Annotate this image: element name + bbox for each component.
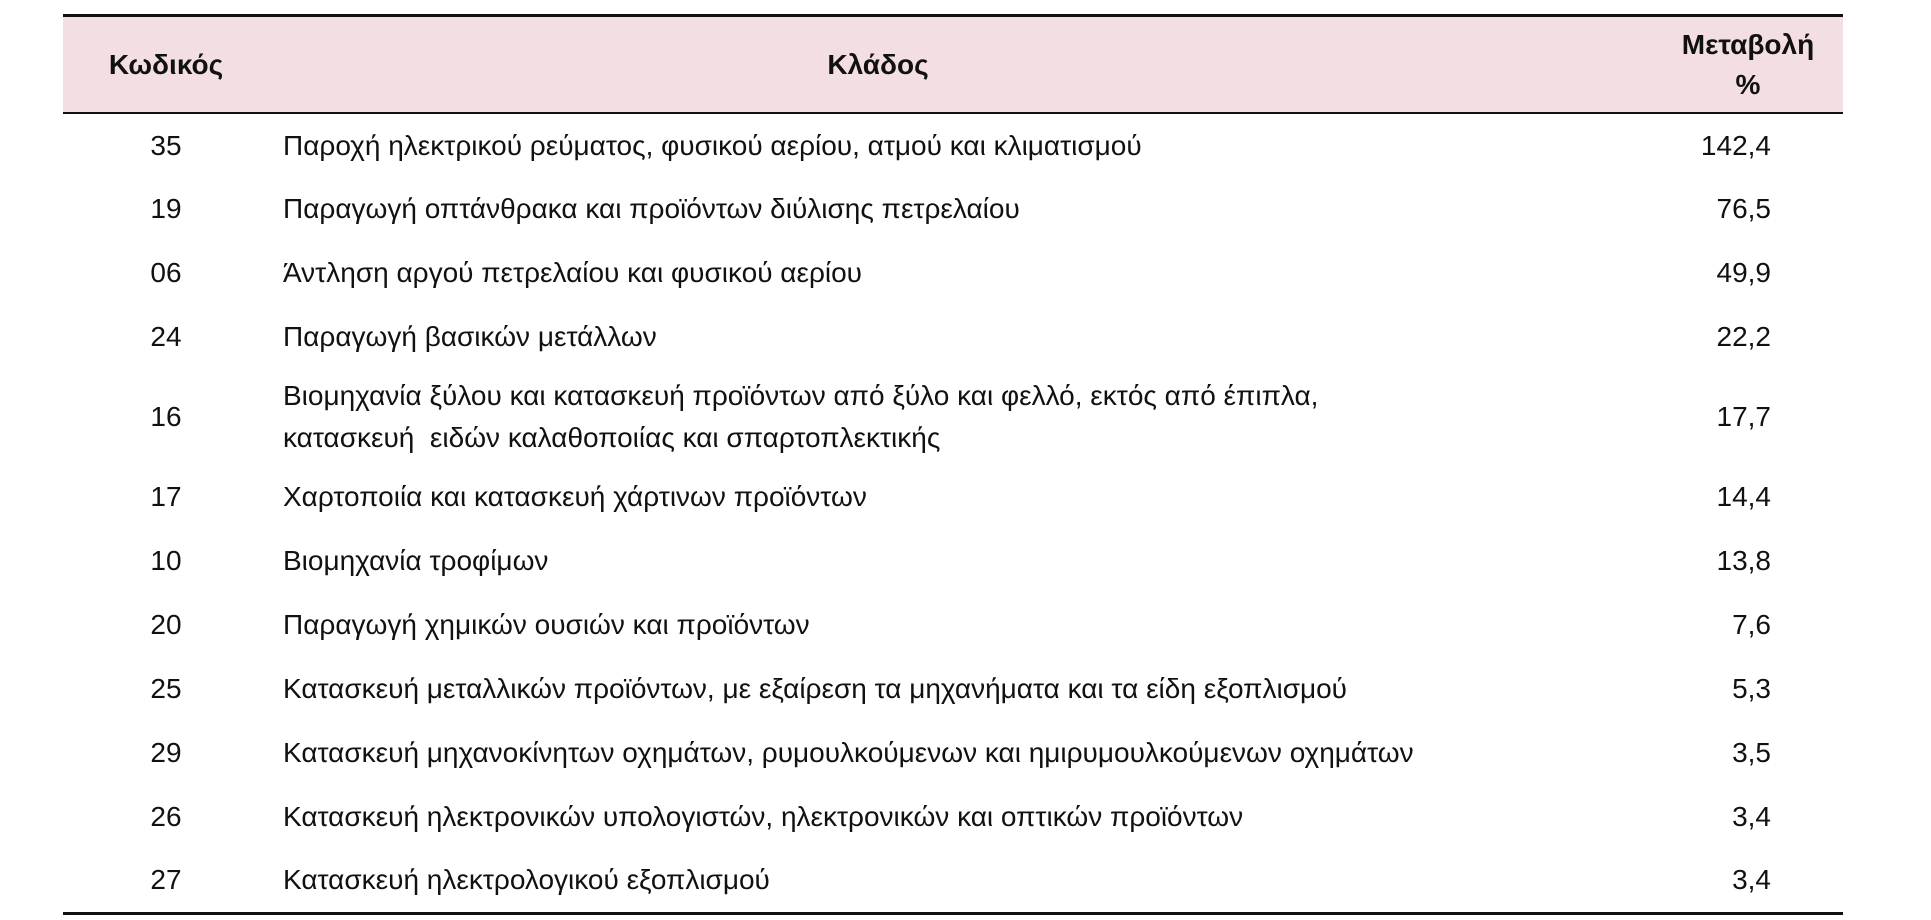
row-change: 7,6 bbox=[1732, 609, 1771, 640]
header-sector: Κλάδος bbox=[283, 16, 1593, 114]
header-code: Κωδικός bbox=[63, 16, 283, 114]
row-change: 14,4 bbox=[1716, 481, 1771, 512]
table-row bbox=[63, 721, 1843, 785]
header-row bbox=[63, 16, 1843, 114]
table-row bbox=[63, 529, 1843, 593]
table-row bbox=[63, 305, 1843, 369]
row-code: 16 bbox=[150, 401, 182, 432]
row-code: 19 bbox=[150, 193, 182, 224]
row-change: 3,4 bbox=[1732, 801, 1771, 832]
row-sector: Κατασκευή μηχανοκίνητων οχημάτων, ρυμουλκούμενων και ημιρυμουλκούμενων οχημάτων bbox=[283, 737, 1414, 768]
row-code: 10 bbox=[150, 545, 182, 576]
row-sector-line2: κατασκευή ειδών καλαθοποιίας και σπαρτοπλεκτικής bbox=[283, 422, 941, 453]
row-code: 26 bbox=[150, 801, 182, 832]
row-sector: Κατασκευή μεταλλικών προϊόντων, με εξαίρεση τα μηχανήματα και τα είδη εξοπλισμού bbox=[283, 673, 1347, 704]
sector-change-table bbox=[63, 14, 1843, 915]
row-code: 25 bbox=[150, 673, 182, 704]
row-code: 24 bbox=[150, 321, 182, 352]
table-row bbox=[63, 241, 1843, 305]
table-row bbox=[63, 177, 1843, 241]
row-change: 17,7 bbox=[1716, 401, 1771, 432]
header-change-line1: Μεταβολή bbox=[1681, 28, 1815, 60]
row-code: 27 bbox=[63, 849, 283, 913]
row-change: 76,5 bbox=[1716, 193, 1771, 224]
row-sector: Χαρτοποιία και κατασκευή χάρτινων προϊόντων bbox=[283, 481, 867, 512]
row-sector: Άντληση αργού πετρελαίου και φυσικού αερίου bbox=[283, 257, 862, 288]
header-change bbox=[1593, 16, 1843, 114]
row-change: 13,8 bbox=[1716, 545, 1771, 576]
table-row bbox=[63, 113, 1843, 177]
row-code: 29 bbox=[150, 737, 182, 768]
row-sector: Παροχή ηλεκτρικού ρεύματος, φυσικού αερίου, ατμού και κλιματισμού bbox=[283, 129, 1142, 161]
row-code: 06 bbox=[150, 257, 182, 288]
sector-change-table-container bbox=[63, 14, 1843, 915]
row-change: 3,5 bbox=[1732, 737, 1771, 768]
table-row bbox=[63, 593, 1843, 657]
table-row bbox=[63, 465, 1843, 529]
row-change: 22,2 bbox=[1716, 321, 1771, 352]
row-change: 3,4 bbox=[1593, 849, 1843, 913]
row-code: 20 bbox=[150, 609, 182, 640]
table-header bbox=[63, 16, 1843, 114]
row-change: 5,3 bbox=[1732, 673, 1771, 704]
row-sector: Παραγωγή οπτάνθρακα και προϊόντων διύλισης πετρελαίου bbox=[283, 193, 1020, 224]
row-sector-line1: Βιομηχανία ξύλου και κατασκευή προϊόντων από ξύλο και φελλό, εκτός από έπιπλα, bbox=[283, 380, 1319, 411]
row-sector: Κατασκευή ηλεκτρολογικού εξοπλισμού bbox=[283, 849, 1593, 913]
row-sector: Βιομηχανία τροφίμων bbox=[283, 545, 549, 576]
row-code: 17 bbox=[150, 481, 182, 512]
row-sector bbox=[283, 369, 1593, 465]
row-change: 142,4 bbox=[1700, 129, 1771, 161]
table-row bbox=[63, 785, 1843, 849]
row-code: 35 bbox=[150, 129, 182, 161]
table-body bbox=[63, 113, 1843, 913]
header-change-line2: % bbox=[1735, 68, 1761, 100]
row-sector: Κατασκευή ηλεκτρονικών υπολογιστών, ηλεκτρονικών και οπτικών προϊόντων bbox=[283, 801, 1244, 832]
table-row bbox=[63, 369, 1843, 465]
row-sector: Παραγωγή χημικών ουσιών και προϊόντων bbox=[283, 609, 810, 640]
table-row bbox=[63, 657, 1843, 721]
row-change: 49,9 bbox=[1716, 257, 1771, 288]
table-row bbox=[63, 849, 1843, 913]
row-sector: Παραγωγή βασικών μετάλλων bbox=[283, 321, 657, 352]
